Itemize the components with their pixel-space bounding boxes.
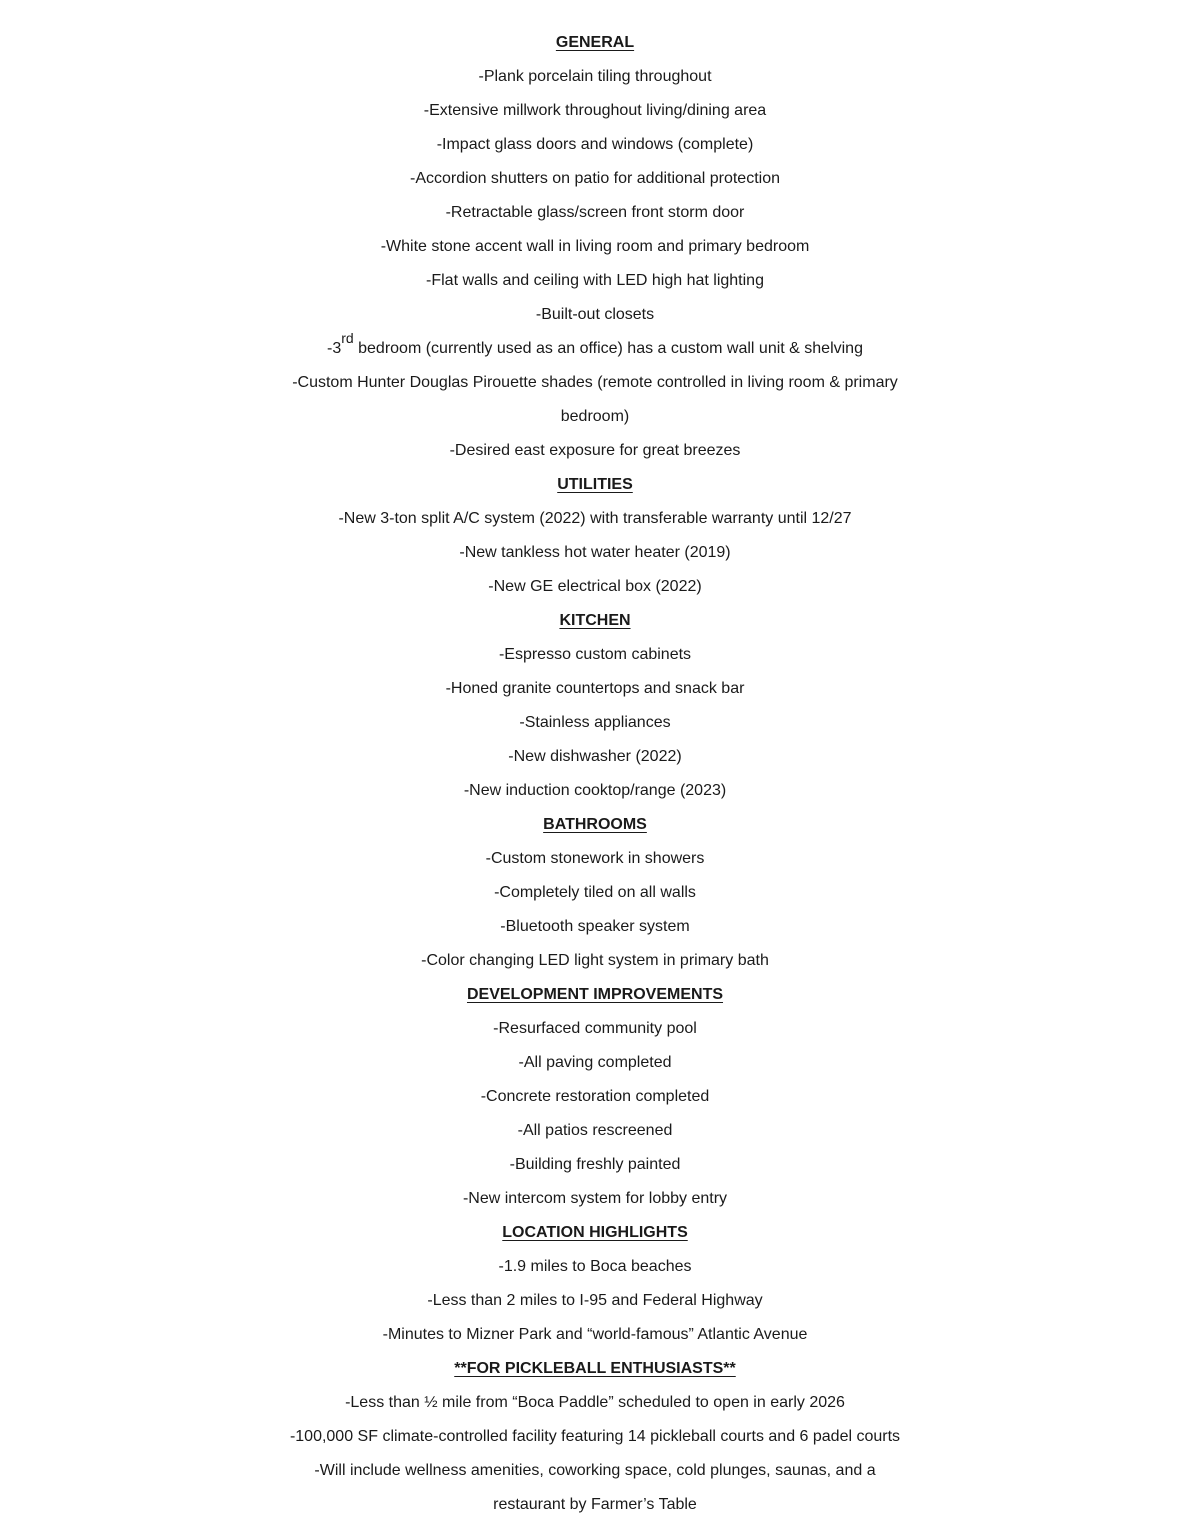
kitchen-item: -Honed granite countertops and snack bar [445,680,745,697]
third-bedroom-suffix: bedroom (currently used as an office) has a custom wall unit & shelving [353,340,863,357]
pickleball-item: -Less than ½ mile from “Boca Paddle” scheduled to open in early 2026 [345,1394,845,1411]
general-heading: GENERAL [555,34,635,51]
third-bedroom-item [0,332,1190,366]
kitchen-item: -Stainless appliances [519,714,671,731]
general-item: -White stone accent wall in living room and primary bedroom [380,238,810,255]
bathrooms-item: -Custom stonework in showers [485,850,705,867]
bathrooms-item: -Completely tiled on all walls [494,884,696,901]
general-item: -Accordion shutters on patio for additional protection [410,170,780,187]
general-item: -Impact glass doors and windows (complete) [436,136,754,153]
development-heading: DEVELOPMENT IMPROVEMENTS [466,986,724,1003]
utilities-heading: UTILITIES [557,476,633,493]
pickleball-heading: **FOR PICKLEBALL ENTHUSIASTS** [454,1360,736,1377]
pickleball-item: -100,000 SF climate-controlled facility featuring 14 pickleball courts and 6 padel courts [289,1428,901,1445]
location-item: -Less than 2 miles to I-95 and Federal Highway [427,1292,763,1309]
bathrooms-item: -Color changing LED light system in primary bath [421,952,769,969]
shades-item-line2: bedroom) [560,408,630,425]
third-bedroom-prefix: -3 [327,340,342,357]
pickleball-item: restaurant by Farmer’s Table [493,1496,697,1513]
pickleball-item: -Will include wellness amenities, coworking space, cold plunges, saunas, and a [314,1462,876,1479]
development-item: -All paving completed [518,1054,672,1071]
development-item: -Concrete restoration completed [480,1088,710,1105]
general-item: -Flat walls and ceiling with LED high hat lighting [426,272,764,289]
kitchen-item: -Espresso custom cabinets [498,646,692,663]
general-item: -Plank porcelain tiling throughout [478,68,712,85]
document-body [0,26,1190,1522]
kitchen-item: -New dishwasher (2022) [508,748,682,765]
bathrooms-item: -Bluetooth speaker system [500,918,690,935]
bathrooms-heading: BATHROOMS [543,816,647,833]
development-item: -New intercom system for lobby entry [462,1190,728,1207]
kitchen-item: -New induction cooktop/range (2023) [463,782,727,799]
utilities-item: -New tankless hot water heater (2019) [459,544,731,561]
general-item: -Extensive millwork throughout living/dining area [423,102,767,119]
utilities-item: -New GE electrical box (2022) [488,578,702,595]
location-item: -1.9 miles to Boca beaches [498,1258,692,1275]
general-item: -Retractable glass/screen front storm door [445,204,745,221]
location-item: -Minutes to Mizner Park and “world-famous” Atlantic Avenue [382,1326,808,1343]
exposure-item: -Desired east exposure for great breezes [449,442,741,459]
third-bedroom-superscript: rd [341,330,354,346]
development-item: -Resurfaced community pool [493,1020,697,1037]
general-item: -Built-out closets [535,306,655,323]
shades-item-line1: -Custom Hunter Douglas Pirouette shades (remote controlled in living room & primary [292,374,898,391]
development-item: -Building freshly painted [509,1156,681,1173]
kitchen-heading: KITCHEN [559,612,631,629]
utilities-item: -New 3-ton split A/C system (2022) with transferable warranty until 12/27 [338,510,852,527]
development-item: -All patios rescreened [517,1122,673,1139]
location-heading: LOCATION HIGHLIGHTS [502,1224,688,1241]
